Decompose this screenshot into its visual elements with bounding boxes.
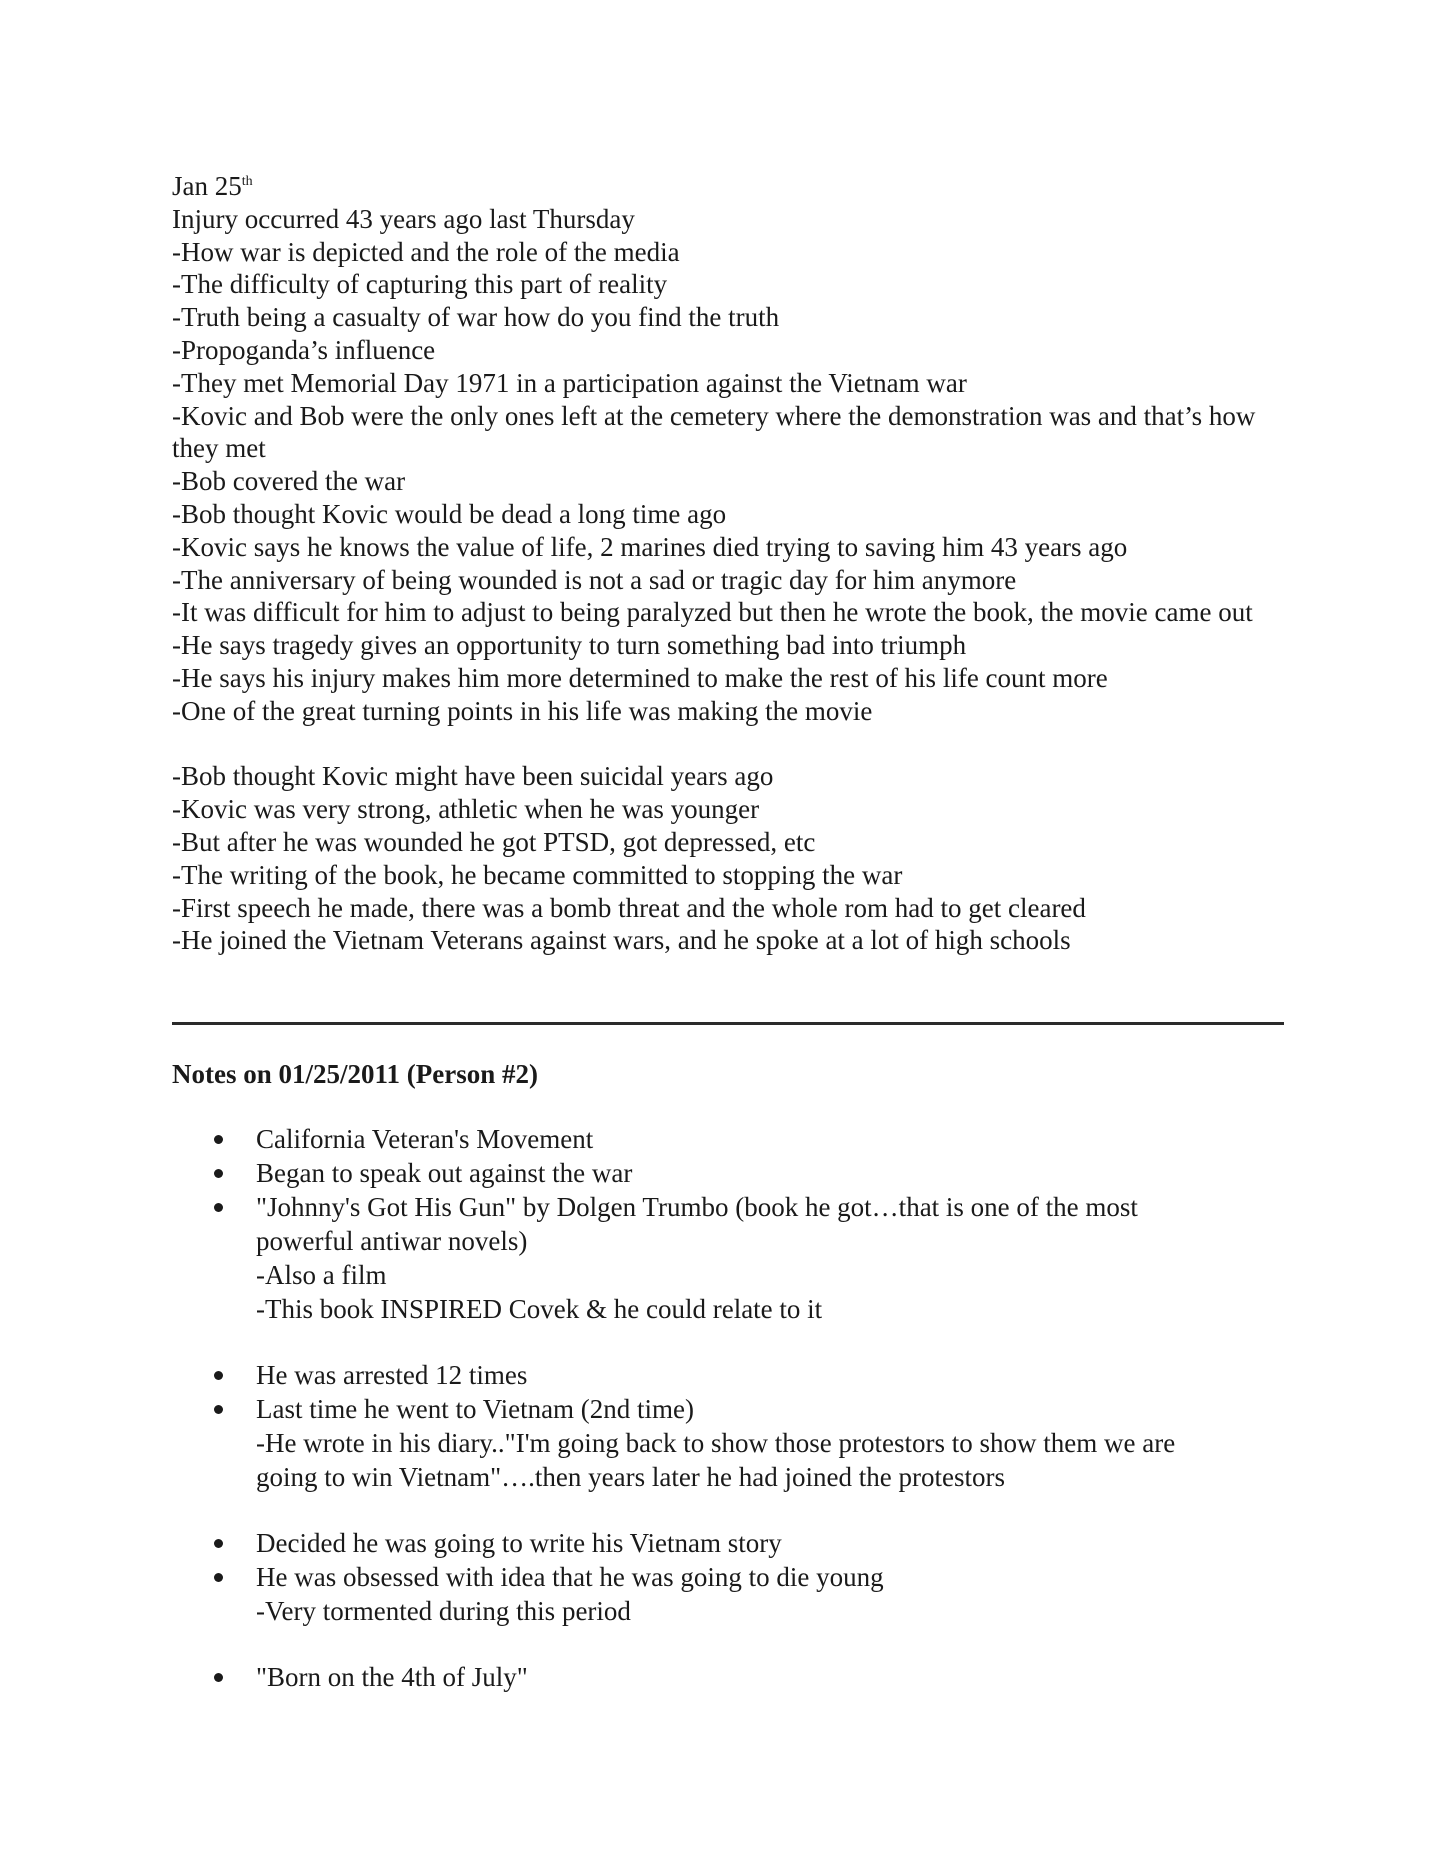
bullet-item [172,1156,1282,1190]
bullet-item [172,1560,1282,1594]
note-line: -Kovic says he knows the value of life, 2 marines died trying to saving him 43 years ago [172,531,1128,562]
bullet-text: Decided he was going to write his Vietnam story [256,1528,782,1558]
bullet-item [172,1122,1282,1156]
paragraph-gap [172,1326,1282,1358]
bullet-icon [172,1526,256,1560]
sub-note: -This book INSPIRED Covek & he could relate to it [256,1294,823,1324]
note-line: -Truth being a casualty of war how do you find the truth [172,302,780,333]
date-ordinal: th [241,174,253,189]
note-line: -He joined the Vietnam Veterans against wars, and he spoke at a lot of high schools [172,925,1071,956]
bullet-icon [172,1560,256,1594]
sub-note: -He wrote in his diary.."I'm going back to show those protestors to show them we are going to win Vietnam"….then years later he had joined the protestors [256,1428,1176,1492]
note-line: -First speech he made, there was a bomb threat and the whole rom had to get cleared [172,892,1086,923]
bullet-text: Began to speak out against the war [256,1158,633,1188]
paragraph-gap [172,1494,1282,1526]
bullet-text: He was arrested 12 times [256,1360,528,1390]
section-2-heading: Notes on 01/25/2011 (Person #2) [172,1059,538,1089]
note-line: -Bob covered the war [172,466,406,497]
bullet-icon [172,1358,256,1392]
note-line: -The difficulty of capturing this part of reality [172,269,668,300]
bullet-icon [172,1122,256,1156]
bullet-text: Last time he went to Vietnam (2nd time) [256,1394,695,1424]
sub-note: -Very tormented during this period [256,1596,631,1626]
bullet-icon [172,1156,256,1190]
note-line: -But after he was wounded he got PTSD, got depressed, etc [172,826,816,857]
bullet-icon [172,1190,256,1258]
note-line: -The writing of the book, he became committed to stopping the war [172,859,903,890]
date-text: Jan 25 [172,171,242,201]
note-line: -Bob thought Kovic would be dead a long time ago [172,498,727,529]
bullet-icon [172,1660,256,1694]
note-line: -He says his injury makes him more determined to make the rest of his life count more [172,662,1108,693]
date-line [172,170,1282,203]
note-line: -They met Memorial Day 1971 in a participation against the Vietnam war [172,367,967,398]
horizontal-divider [172,1022,1284,1025]
bullet-item [172,1358,1282,1392]
bullet-item [172,1660,1282,1694]
bullet-text: "Johnny's Got His Gun" by Dolgen Trumbo (book he got…that is one of the most powerful antiwar novels) [256,1192,1138,1256]
note-line: -It was difficult for him to adjust to being paralyzed but then he wrote the book, the movie came out [172,597,1253,628]
note-line: -How war is depicted and the role of the media [172,236,680,267]
bullet-text: He was obsessed with idea that he was going to die young [256,1562,884,1592]
note-line: -Bob thought Kovic might have been suicidal years ago [172,761,774,792]
paragraph-gap [172,1628,1282,1660]
bullet-text: California Veteran's Movement [256,1124,594,1154]
bullet-icon [172,1392,256,1426]
notes-section-2 [172,1122,1282,1694]
bullet-item [172,1190,1282,1258]
paragraph-gap [172,728,1282,761]
note-line: -He says tragedy gives an opportunity to turn something bad into triumph [172,630,967,661]
note-line: -One of the great turning points in his life was making the movie [172,695,873,726]
note-line: -Kovic was very strong, athletic when he was younger [172,794,760,825]
note-line: -Propoganda’s influence [172,334,436,365]
bullet-item [172,1392,1282,1426]
bullet-item [172,1526,1282,1560]
note-line: -The anniversary of being wounded is not a sad or tragic day for him anymore [172,564,1017,595]
note-line: Injury occurred 43 years ago last Thursday [172,203,635,234]
sub-note: -Also a film [256,1260,387,1290]
note-line: -Kovic and Bob were the only ones left at the cemetery where the demonstration was and that’s how they met [172,400,1256,464]
notes-section-1 [172,170,1282,957]
bullet-text: "Born on the 4th of July" [256,1662,528,1692]
